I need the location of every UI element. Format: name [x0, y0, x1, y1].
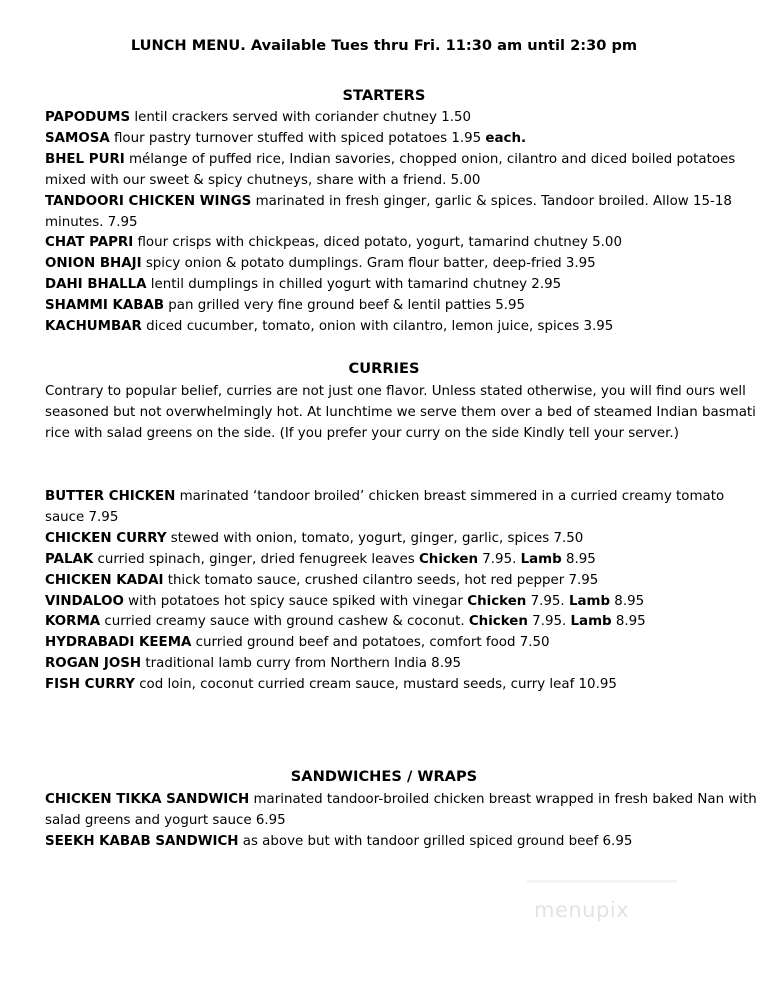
menu-item — [45, 592, 757, 613]
curries-intro: Contrary to popular belief, curries are not just one flavor. Unless stated otherwise, you will find ours well seasoned but not overwhelmingly hot. At lunchtime we serve them over a bed of steamed Indian basmati rice with salad greens on the side. (If you prefer your curry on the side Kindly tell your server.) — [45, 384, 756, 441]
item-option-chicken: Chicken — [467, 593, 527, 609]
item-option-lamb: Lamb — [568, 593, 611, 609]
item-desc: with potatoes hot spicy sauce spiked with vinegar — [123, 593, 468, 609]
item-price-chicken: 7.95. — [478, 551, 521, 567]
menu-item — [45, 571, 757, 592]
item-desc: curried spinach, ginger, dried fenugreek leaves — [93, 551, 419, 567]
item-name: KORMA — [45, 614, 101, 630]
item-name: ONION BHAJI — [45, 256, 142, 272]
item-option-lamb: Lamb — [570, 614, 612, 630]
item-desc: lentil dumplings in chilled yogurt with tamarind chutney 2.95 — [146, 277, 562, 293]
item-name: TANDOORI CHICKEN WINGS — [45, 193, 252, 209]
menu-item — [45, 790, 757, 832]
item-option-chicken: Chicken — [468, 614, 528, 630]
menu-item — [45, 108, 757, 129]
item-price-lamb: 8.95 — [611, 614, 646, 630]
item-desc: curried ground beef and potatoes, comfort food 7.50 — [191, 635, 550, 651]
item-desc: marinated in fresh ginger, garlic & spices. Tandoor broiled. Allow 15-18 minutes. 7.95 — [45, 193, 732, 230]
menu-item — [45, 317, 757, 338]
item-name: CHICKEN TIKKA SANDWICH — [45, 792, 250, 807]
item-price-chicken: 7.95. — [527, 614, 571, 630]
item-price-lamb: 8.95 — [561, 551, 596, 567]
curries-intro-block — [45, 382, 757, 445]
item-desc: pan grilled very fine ground beef & lentil patties 5.95 — [164, 298, 526, 314]
starters-heading: STARTERS — [342, 87, 426, 104]
item-name: BHEL PURI — [45, 151, 125, 167]
item-name: CHICKEN CURRY — [45, 530, 167, 546]
menu-item — [45, 675, 757, 696]
item-desc: thick tomato sauce, crushed cilantro seeds, hot red pepper 7.95 — [163, 572, 599, 588]
curries-list — [45, 487, 757, 696]
menu-item — [45, 529, 757, 550]
item-name: SHAMMI KABAB — [45, 298, 165, 314]
menu-item — [45, 612, 757, 633]
menu-item — [45, 254, 757, 275]
item-desc: flour pastry turnover stuffed with spiced potatoes 1.95 — [109, 130, 486, 146]
menu-item — [45, 192, 757, 234]
item-name: BUTTER CHICKEN — [45, 489, 176, 504]
menu-item — [45, 233, 757, 254]
item-desc: curried creamy sauce with ground cashew & coconut. — [100, 614, 469, 630]
menu-item — [45, 550, 757, 571]
item-option-lamb: Lamb — [520, 551, 562, 567]
item-name: ROGAN JOSH — [45, 656, 142, 672]
menu-item — [45, 275, 757, 296]
menu-item — [45, 150, 757, 192]
item-desc: marinated tandoor-broiled chicken breast wrapped in fresh baked Nan with salad greens and yogurt sauce 6.95 — [45, 792, 757, 828]
item-option-chicken: Chicken — [418, 551, 479, 567]
item-desc: spicy onion & potato dumplings. Gram flour batter, deep-fried 3.95 — [141, 256, 596, 272]
item-name: SAMOSA — [45, 130, 110, 146]
item-desc: traditional lamb curry from Northern India 8.95 — [141, 656, 461, 672]
sandwiches-list — [45, 790, 757, 853]
menu-item — [45, 487, 757, 529]
page-title: LUNCH MENU. Available Tues thru Fri. 11:30 am until 2:30 pm — [130, 37, 638, 54]
item-name: VINDALOO — [45, 593, 124, 609]
item-price-lamb: 8.95 — [610, 593, 645, 609]
item-name: PAPODUMS — [45, 110, 131, 125]
watermark-line — [527, 880, 677, 883]
item-price-chicken: 7.95. — [526, 593, 569, 609]
item-desc: marinated ‘tandoor broiled’ chicken breast simmered in a curried creamy tomato sauce 7.95 — [45, 489, 725, 525]
item-name: PALAK — [45, 551, 94, 567]
watermark-logo: menupix — [534, 898, 630, 922]
item-name: DAHI BHALLA — [45, 277, 147, 293]
item-name: FISH CURRY — [45, 677, 135, 693]
item-desc: cod loin, coconut curried cream sauce, mustard seeds, curry leaf 10.95 — [134, 677, 617, 693]
menu-item — [45, 654, 757, 675]
item-desc: mélange of puffed rice, Indian savories, chopped onion, cilantro and diced boiled potatoes mixed with our sweet & spicy chutneys, share with a friend. 5.00 — [45, 151, 736, 188]
item-desc: as above but with tandoor grilled spiced ground beef 6.95 — [238, 833, 633, 849]
starters-list — [45, 108, 757, 338]
item-name: HYDRABADI KEEMA — [45, 635, 192, 651]
menu-item — [45, 832, 757, 853]
sandwiches-heading: SANDWICHES / WRAPS — [290, 768, 478, 785]
item-name: KACHUMBAR — [45, 319, 142, 335]
menu-item — [45, 633, 757, 654]
item-name: CHICKEN KADAI — [45, 572, 164, 588]
item-name: SEEKH KABAB SANDWICH — [45, 833, 239, 849]
item-extra: each. — [485, 130, 527, 146]
item-name: CHAT PAPRI — [45, 235, 134, 251]
curries-heading: CURRIES — [348, 360, 420, 377]
item-desc: diced cucumber, tomato, onion with cilantro, lemon juice, spices 3.95 — [141, 319, 614, 335]
menu-item — [45, 129, 757, 150]
item-desc: lentil crackers served with coriander chutney 1.50 — [130, 110, 472, 125]
item-desc: stewed with onion, tomato, yogurt, ginger, garlic, spices 7.50 — [166, 530, 584, 546]
item-desc: flour crisps with chickpeas, diced potato, yogurt, tamarind chutney 5.00 — [133, 235, 622, 251]
menu-item — [45, 296, 757, 317]
